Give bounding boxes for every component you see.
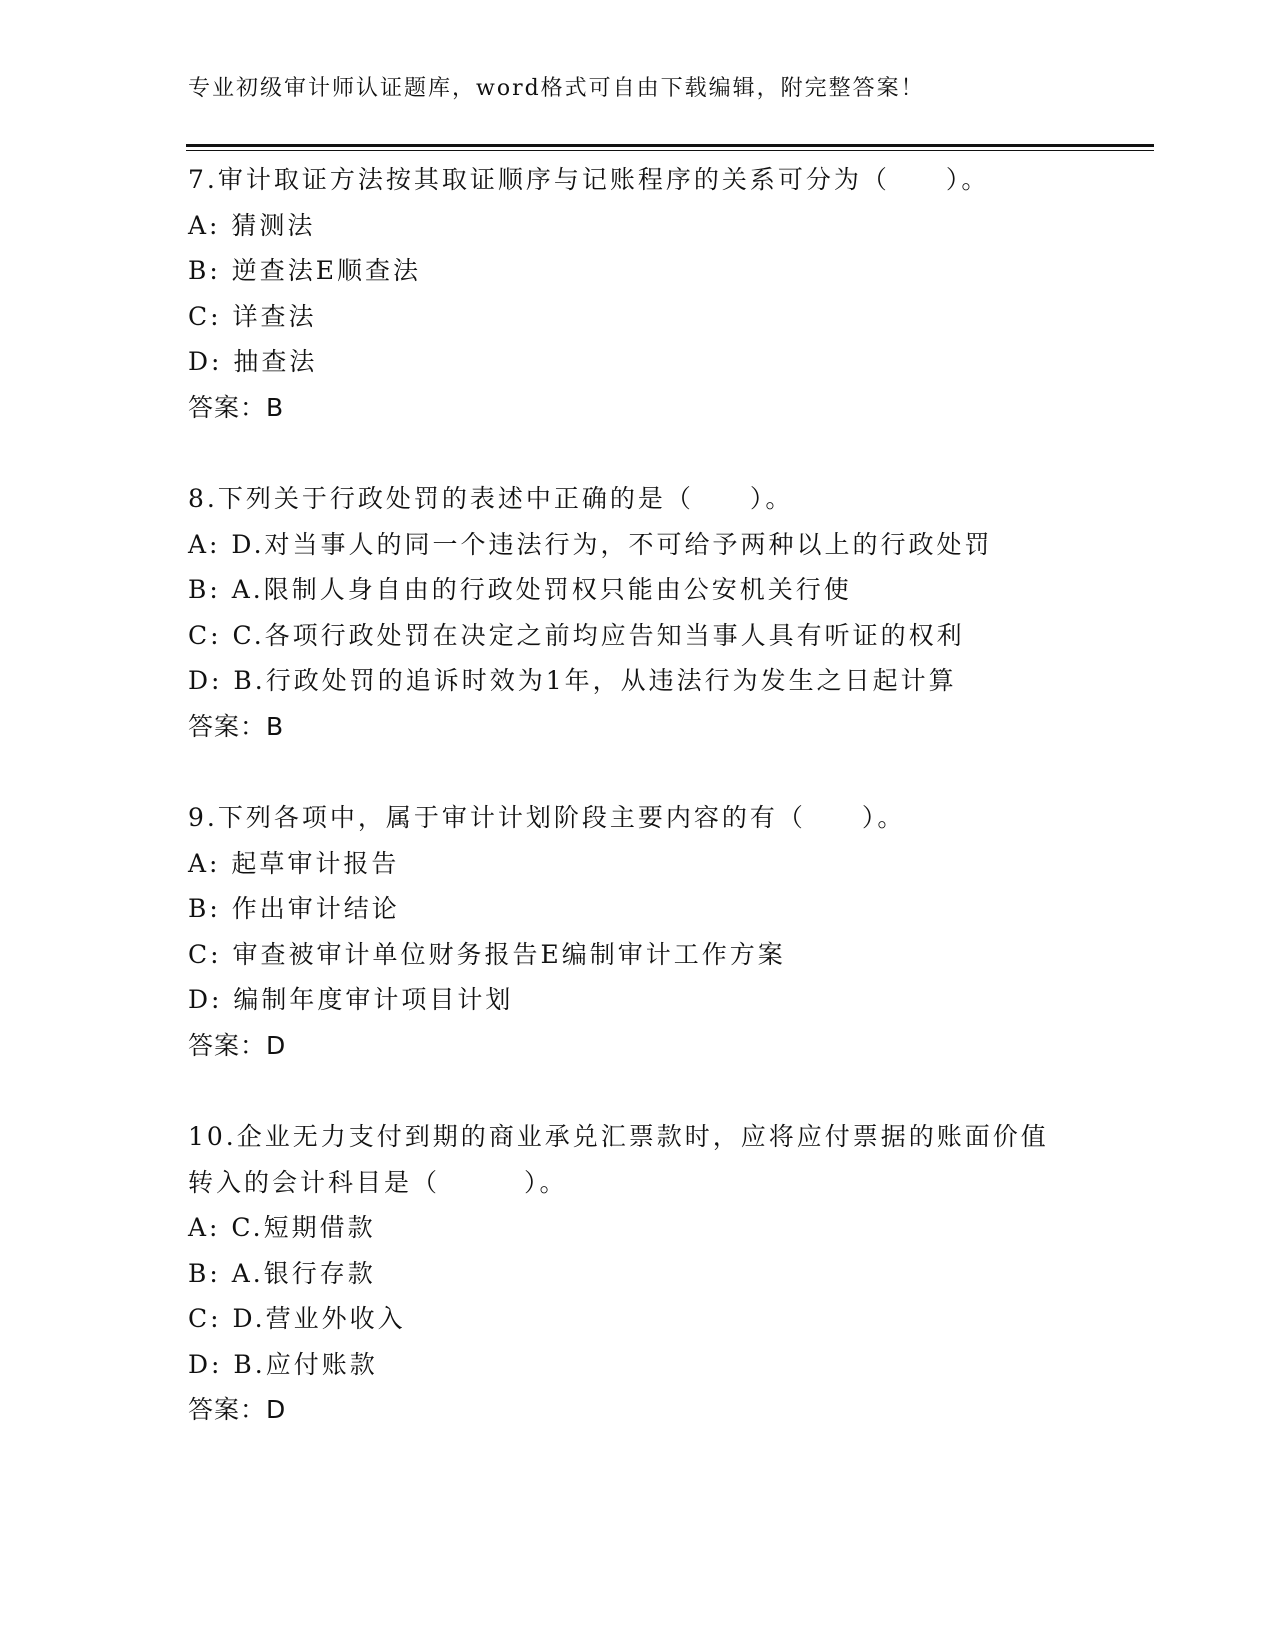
option-d: D: 抽查法 xyxy=(188,347,318,376)
option-c: C: 审查被审计单位财务报告E编制审计工作方案 xyxy=(188,939,786,969)
document-header: 专业初级审计师认证题库，word格式可自由下载编辑，附完整答案！ xyxy=(188,76,925,101)
answer: 答案：B xyxy=(188,392,285,422)
answer: 答案：D xyxy=(188,1030,287,1060)
question-8 xyxy=(188,476,1118,749)
option-d: D: 编制年度审计项目计划 xyxy=(188,985,514,1014)
option-d: D: B.应付账款 xyxy=(188,1349,378,1379)
option-b: B: 逆查法E顺查法 xyxy=(188,256,421,285)
question-10 xyxy=(188,1114,1118,1433)
option-b: B: 作出审计结论 xyxy=(188,894,400,923)
option-c: C: C.各项行政处罚在决定之前均应告知当事人具有听证的权利 xyxy=(188,620,965,650)
option-c: C: 详查法 xyxy=(188,301,317,331)
question-7 xyxy=(188,157,1118,430)
option-a: A: 猜测法 xyxy=(188,210,316,240)
option-c: C: D.营业外收入 xyxy=(188,1304,406,1333)
question-9 xyxy=(188,795,1118,1068)
question-stem: 8.下列关于行政处罚的表述中正确的是（ ）。 xyxy=(188,484,794,513)
option-a: A: D.对当事人的同一个违法行为，不可给予两种以上的行政处罚 xyxy=(188,529,993,559)
answer: 答案：D xyxy=(188,1395,287,1424)
answer: 答案：B xyxy=(188,711,285,741)
question-stem-continued: 转入的会计科目是（ ）。 xyxy=(188,1167,568,1197)
option-b: B: A.限制人身自由的行政处罚权只能由公安机关行使 xyxy=(188,575,852,604)
question-stem: 10.企业无力支付到期的商业承兑汇票款时，应将应付票据的账面价值 xyxy=(188,1122,1049,1151)
option-a: A: C.短期借款 xyxy=(188,1213,376,1242)
option-a: A: 起草审计报告 xyxy=(188,848,400,878)
question-stem: 7.审计取证方法按其取证顺序与记账程序的关系可分为（ ）。 xyxy=(188,165,990,194)
option-b: B: A.银行存款 xyxy=(188,1258,376,1288)
option-d: D: B.行政处罚的追诉时效为1年，从违法行为发生之日起计算 xyxy=(188,666,957,695)
question-stem: 9.下列各项中，属于审计计划阶段主要内容的有（ ）。 xyxy=(188,803,906,832)
header-divider xyxy=(186,144,1154,151)
